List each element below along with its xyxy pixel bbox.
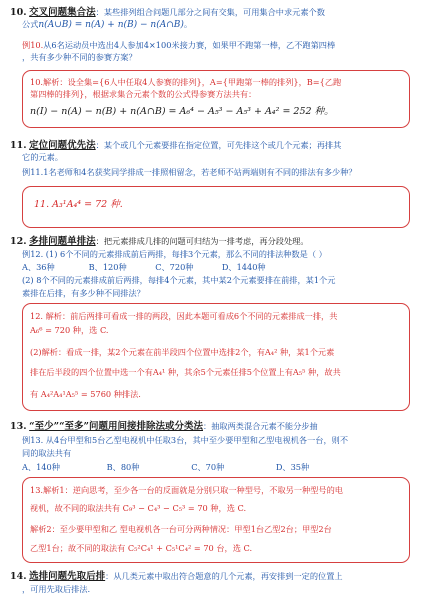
- answer-13-line2: 视机，故不同的取法共有 C₉³ − C₄³ − C₅³ = 70 种，选 C.: [30, 503, 247, 513]
- section-12-heading: 12. 多排问题单排法：把元素排成几排的问题可归结为一排考虑，再分段处理。: [10, 236, 309, 247]
- section-14-heading: 14. 选排问题先取后排：从几类元素中取出符合题意的几个元素，再安排到一定的位置上: [10, 571, 343, 582]
- answer-13-line4: 乙型1台；故不同的取法有 C₅²C₄¹ + C₅¹C₄² = 70 台，选 C.: [30, 543, 253, 553]
- answer-10-line1: 10.解析：设全集={6人中任取4人参赛的排列}，A={甲跑第一棒的排列}，B={乙跑: [30, 77, 342, 87]
- example-12-2-cont: 素排在后排，有多少种不同排法？: [22, 288, 145, 298]
- answer-10-formula: n(I) − n(A) − n(B) + n(A∩B) = A₆⁴ − A₅³ − A₅³ + A₄² = 252 种。: [30, 106, 334, 117]
- example-12-options: A、36种 B、120种 C、720种 D、1440种: [22, 262, 266, 272]
- example-11: 例11.1名老师和4名获奖同学排成一排照相留念，若老师不站两端则有不同的排法有多少种？: [22, 167, 357, 177]
- example-13-cont: 同的取法共有: [22, 448, 72, 458]
- answer-13-line3: 解析2：至少要甲型和乙 型电视机各一台可分两种情况：甲型1台乙型2台；甲型2台: [30, 524, 332, 534]
- answer-11: 11. A₃¹A₄⁴ = 72 种.: [34, 199, 123, 210]
- section-10-heading: 10. 交叉问题集合法：某些排列组合问题几部分之间有交集，可用集合中求元素个数: [10, 7, 325, 18]
- section-11-heading: 11. 定位问题优先法：某个或几个元素要排在指定位置，可先排这个或几个元素；再排其: [10, 140, 342, 151]
- answer-13-line1: 13.解析1：逆向思考，至少各一台的反面就是分别只取一种型号，不取另一种型号的电: [30, 485, 343, 495]
- example-12-2: (2) 8个不同的元素排成前后两排，每排4个元素，其中某2个元素要排在前排，某1个元: [22, 275, 336, 285]
- answer-12-line3: (2)解析：看成一排，某2个元素在前半段四个位置中选排2个，有A₄² 种，某1个元素: [30, 347, 335, 357]
- section-10-desc: 公式n(A∪B) = n(A) + n(B) − n(A∩B)。: [22, 19, 193, 30]
- answer-12-line5: 有 A₄²A₄¹A₅⁵ = 5760 种排法.: [30, 389, 141, 399]
- section-14-desc: ，可用先取后排法.: [22, 584, 91, 594]
- section-11-desc: 它的元素。: [22, 152, 63, 162]
- example-10: 例10.从6名运动员中选出4人参加4×100米接力赛，如果甲不跑第一棒，乙不跑第四棒: [22, 40, 336, 50]
- answer-12-line4: 排在后半段的四个位置中选一个有A₄¹ 种，其余5个元素任排5个位置上有A₅⁵ 种，故共: [30, 367, 341, 377]
- example-13-options: A、140种 B、80种 C、70种 D、35种: [22, 462, 310, 472]
- answer-10-line2: 第四棒的排列}，根据求集合元素个数的公式得参赛方法共有：: [30, 89, 257, 99]
- example-13: 例13. 从4台甲型和5台乙型电视机中任取3台，其中至少要甲型和乙型电视机各一台，则不: [22, 435, 349, 445]
- section-13-heading: 13. “至少”“至多”问题用间接排除法或分类法：抽取两类混合元素不能分步抽: [10, 421, 318, 432]
- example-10-cont: ，共有多少种不同的参赛方案？: [22, 52, 137, 62]
- example-12-1: 例12. (1) 6个不同的元素排成前后两排，每排3个元素，那么不同的排法种数是（ ）: [22, 249, 327, 259]
- answer-12-line1: 12. 解析：前后两排可看成一排的两段，因此本题可看成6个不同的元素排成一排，共: [30, 311, 338, 321]
- answer-12-line2: A₆⁶ = 720 种，选 C.: [30, 325, 109, 335]
